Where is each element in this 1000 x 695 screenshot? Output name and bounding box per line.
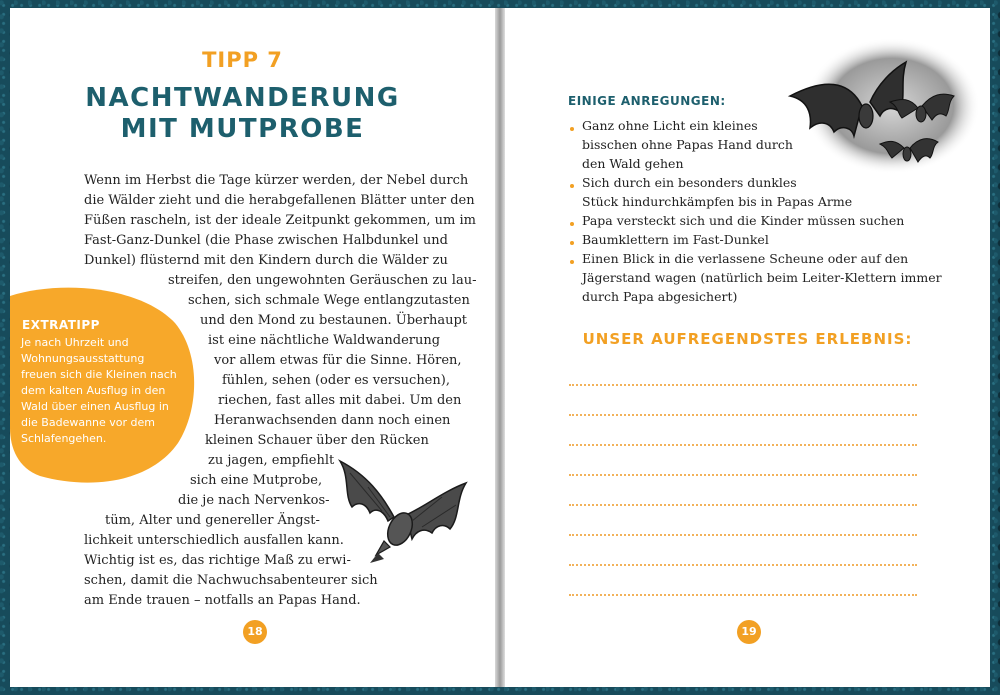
suggestion-line: Papa versteckt sich und die Kinder müssen suchen: [582, 213, 905, 228]
body-text-line: ist eine nächtliche Waldwanderung: [208, 333, 441, 348]
body-text-line: Heranwachsenden dann noch einen: [214, 413, 451, 428]
suggestion-line: bisschen ohne Papas Hand durch: [582, 137, 793, 152]
extratipp-line: dem kalten Ausflug in den: [21, 384, 166, 397]
page-number: 18: [243, 620, 267, 644]
extratipp-line: die Badewanne vor dem: [21, 416, 156, 429]
body-text-line: Fast-Ganz-Dunkel (die Phase zwischen Halbdunkel und: [84, 233, 448, 248]
body-text-line: schen, damit die Nachwuchsabenteurer sich: [84, 573, 378, 588]
body-text-line: und den Mond zu bestaunen. Überhaupt: [200, 313, 468, 328]
extratipp-line: freuen sich die Kleinen nach: [21, 368, 177, 381]
extratipp-title: EXTRATIPP: [22, 318, 100, 332]
body-text-line: tüm, Alter und genereller Ängst-: [105, 513, 320, 528]
writing-line[interactable]: [569, 504, 917, 506]
extratipp-line: Wohnungsausstattung: [21, 352, 145, 365]
bullet-dot: [570, 241, 574, 245]
extratipp-line: Wald über einen Ausflug in: [21, 400, 169, 413]
writing-line[interactable]: [569, 444, 917, 446]
suggestions-heading: EINIGE ANREGUNGEN:: [568, 94, 726, 108]
suggestion-line: Ganz ohne Licht ein kleines: [582, 118, 758, 133]
bullet-dot: [570, 184, 574, 188]
body-text-line: die Wälder zieht und die herabgefallenen Blätter unter den: [84, 193, 475, 208]
experience-heading: UNSER AUFREGENDSTES ERLEBNIS:: [582, 330, 913, 348]
body-text-line: fühlen, sehen (oder es versuchen),: [222, 373, 450, 388]
body-text-line: Wenn im Herbst die Tage kürzer werden, der Nebel durch: [84, 173, 469, 188]
suggestion-line: Sich durch ein besonders dunkles: [582, 175, 797, 190]
body-text-line: Füßen rascheln, ist der ideale Zeitpunkt gekommen, um im: [84, 213, 476, 228]
title-line: MIT MUTPROBE: [120, 114, 365, 144]
writing-line[interactable]: [569, 564, 917, 566]
suggestion-line: den Wald gehen: [582, 156, 684, 171]
suggestion-line: Baumklettern im Fast-Dunkel: [582, 232, 769, 247]
tip-label: TIPP 7: [202, 48, 283, 72]
writing-line[interactable]: [569, 384, 917, 386]
writing-line[interactable]: [569, 474, 917, 476]
body-text-line: zu jagen, empfiehlt: [208, 453, 335, 468]
body-text-line: die je nach Nervenkos-: [178, 493, 330, 508]
body-text-line: sich eine Mutprobe,: [190, 473, 323, 488]
body-text-line: am Ende trauen – notfalls an Papas Hand.: [84, 593, 361, 608]
page-number: 19: [737, 620, 761, 644]
page-title: [0, 83, 485, 145]
suggestion-line: durch Papa abgesichert): [582, 289, 738, 304]
bat-illustration: [332, 455, 472, 570]
body-text-line: riechen, fast alles mit dabei. Um den: [218, 393, 462, 408]
suggestion-line: Einen Blick in die verlassene Scheune oder auf den: [582, 251, 909, 266]
bullet-dot: [570, 127, 574, 131]
bullet-dot: [570, 222, 574, 226]
body-text-line: Dunkel) flüsternd mit den Kindern durch die Wälder zu: [84, 253, 448, 268]
suggestion-line: Jägerstand wagen (natürlich beim Leiter-Klettern immer: [582, 270, 942, 285]
writing-line[interactable]: [569, 594, 917, 596]
writing-line[interactable]: [569, 534, 917, 536]
body-text-line: vor allem etwas für die Sinne. Hören,: [214, 353, 462, 368]
body-text-line: kleinen Schauer über den Rücken: [205, 433, 429, 448]
bats-moon-illustration: [782, 36, 982, 186]
writing-line[interactable]: [569, 414, 917, 416]
body-text-line: lichkeit unterschiedlich ausfallen kann.: [84, 533, 344, 548]
extratipp-line: Je nach Uhrzeit und: [21, 336, 129, 349]
body-text-line: streifen, den ungewohnten Geräuschen zu lau-: [168, 273, 477, 288]
extratipp-line: Schlafengehen.: [21, 432, 107, 445]
bullet-dot: [570, 260, 574, 264]
body-text-line: Wichtig ist es, das richtige Maß zu erwi-: [84, 553, 351, 568]
suggestion-line: Stück hindurchkämpfen bis in Papas Arme: [582, 194, 853, 209]
title-line: NACHTWANDERUNG: [85, 83, 400, 113]
body-text-line: schen, sich schmale Wege entlangzutasten: [188, 293, 470, 308]
